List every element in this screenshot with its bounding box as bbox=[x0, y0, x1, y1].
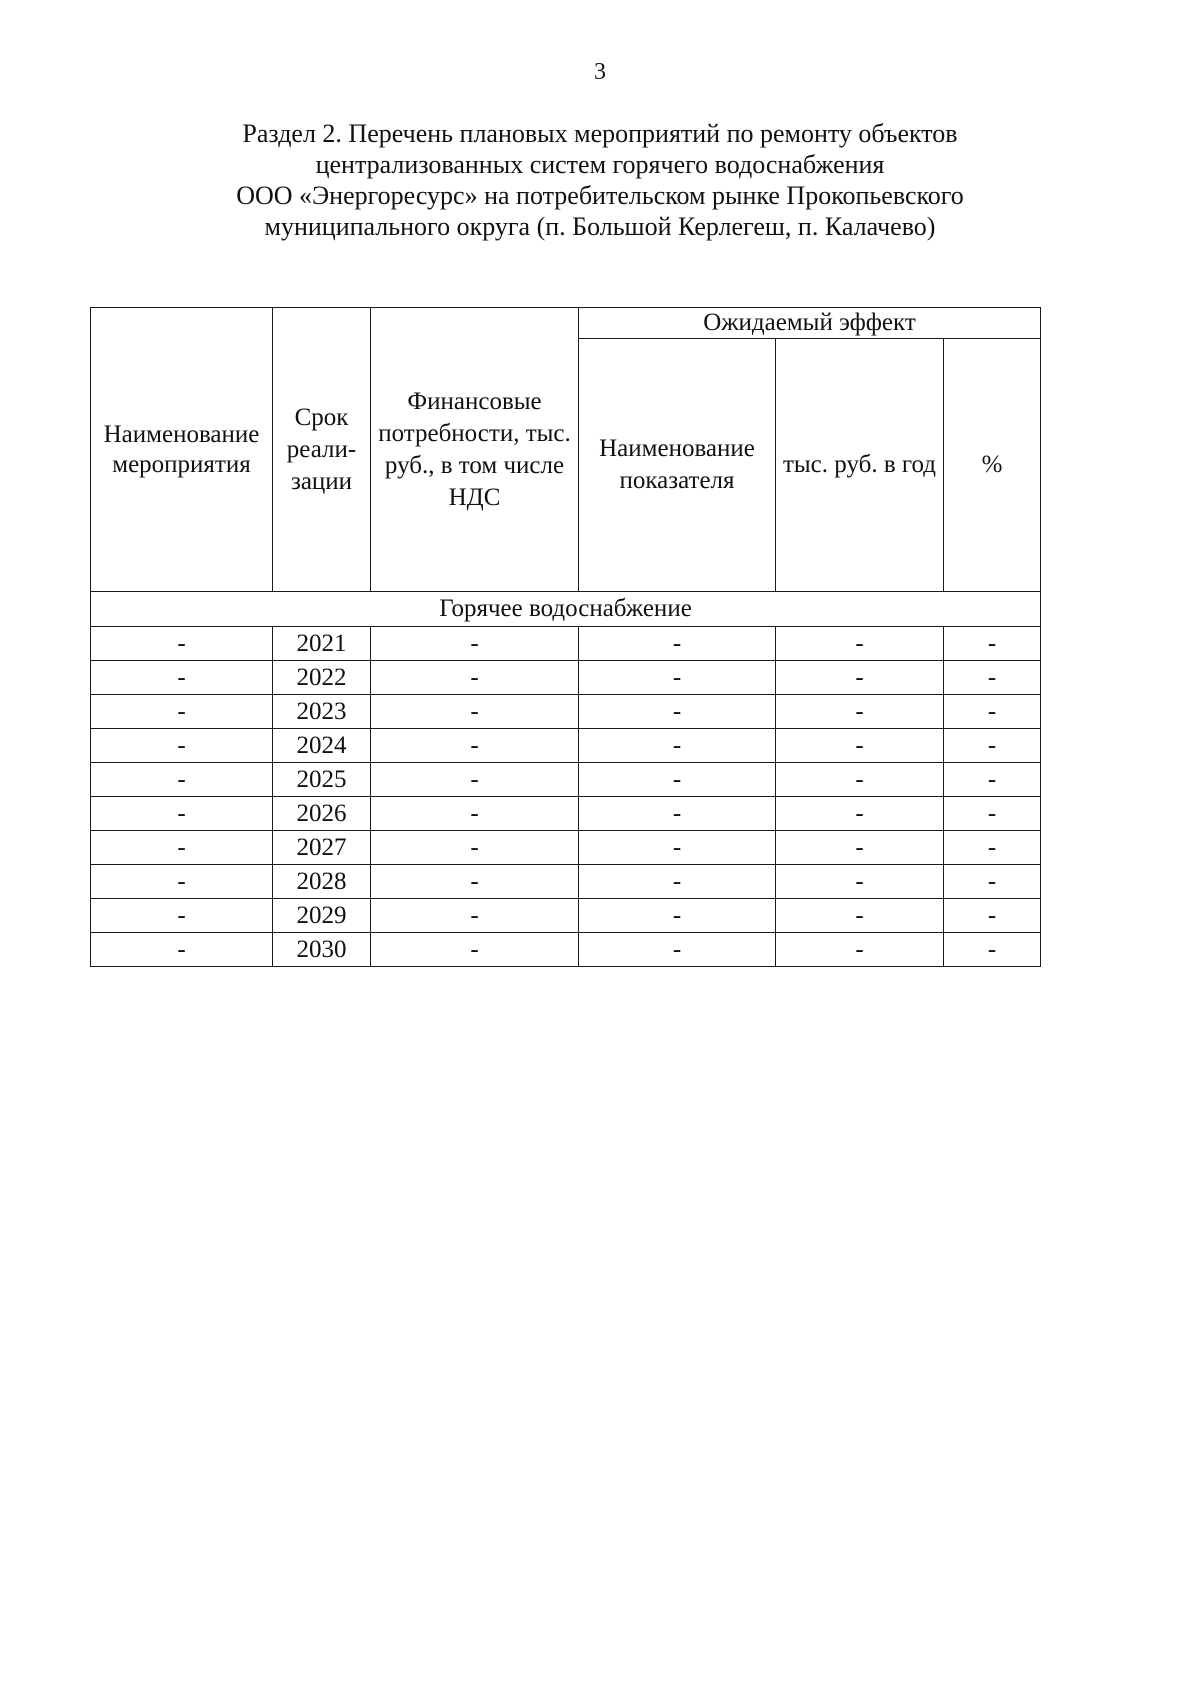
title-line: централизованных систем горячего водоснабжения bbox=[315, 150, 885, 179]
cell-term: 2026 bbox=[273, 797, 371, 831]
header-event-name: Наименование мероприятия bbox=[91, 308, 273, 592]
cell-finance: - bbox=[371, 661, 579, 695]
cell-percent: - bbox=[944, 797, 1041, 831]
page-number: 3 bbox=[594, 59, 606, 85]
cell-finance: - bbox=[371, 797, 579, 831]
table-row bbox=[91, 729, 1041, 763]
table-row bbox=[91, 797, 1041, 831]
cell-term: 2024 bbox=[273, 729, 371, 763]
cell-finance: - bbox=[371, 695, 579, 729]
cell-percent: - bbox=[944, 865, 1041, 899]
cell-indicator-name: - bbox=[579, 627, 776, 661]
cell-rub-per-year: - bbox=[776, 933, 944, 967]
cell-term: 2023 bbox=[273, 695, 371, 729]
cell-term: 2025 bbox=[273, 763, 371, 797]
cell-indicator-name: - bbox=[579, 695, 776, 729]
table-row bbox=[91, 695, 1041, 729]
cell-event-name: - bbox=[91, 797, 273, 831]
cell-finance: - bbox=[371, 763, 579, 797]
cell-term: 2022 bbox=[273, 661, 371, 695]
cell-rub-per-year: - bbox=[776, 627, 944, 661]
cell-finance: - bbox=[371, 627, 579, 661]
table-row bbox=[91, 899, 1041, 933]
cell-indicator-name: - bbox=[579, 661, 776, 695]
document-title bbox=[150, 118, 1050, 242]
cell-term: 2027 bbox=[273, 831, 371, 865]
table-row bbox=[91, 865, 1041, 899]
title-line: муниципального округа (п. Большой Керлегеш, п. Калачево) bbox=[264, 212, 936, 241]
header-percent: % bbox=[944, 339, 1041, 592]
cell-event-name: - bbox=[91, 763, 273, 797]
cell-percent: - bbox=[944, 661, 1041, 695]
cell-event-name: - bbox=[91, 899, 273, 933]
cell-rub-per-year: - bbox=[776, 729, 944, 763]
cell-rub-per-year: - bbox=[776, 831, 944, 865]
section-row bbox=[91, 592, 1041, 627]
cell-percent: - bbox=[944, 933, 1041, 967]
cell-percent: - bbox=[944, 763, 1041, 797]
cell-event-name: - bbox=[91, 831, 273, 865]
cell-percent: - bbox=[944, 899, 1041, 933]
table-row bbox=[91, 933, 1041, 967]
cell-term: 2030 bbox=[273, 933, 371, 967]
cell-indicator-name: - bbox=[579, 763, 776, 797]
cell-rub-per-year: - bbox=[776, 899, 944, 933]
cell-finance: - bbox=[371, 865, 579, 899]
table-row bbox=[91, 763, 1041, 797]
cell-percent: - bbox=[944, 627, 1041, 661]
cell-percent: - bbox=[944, 729, 1041, 763]
header-expected-effect: Ожидаемый эффект bbox=[579, 308, 1041, 339]
table-row bbox=[91, 627, 1041, 661]
cell-rub-per-year: - bbox=[776, 797, 944, 831]
section-title: Горячее водоснабжение bbox=[91, 592, 1041, 627]
header-finance: Финансовые потребности, тыс. руб., в том числе НДС bbox=[371, 308, 579, 592]
cell-indicator-name: - bbox=[579, 831, 776, 865]
cell-event-name: - bbox=[91, 729, 273, 763]
cell-rub-per-year: - bbox=[776, 661, 944, 695]
title-line: ООО «Энергоресурс» на потребительском рынке Прокопьевского bbox=[236, 181, 964, 210]
cell-finance: - bbox=[371, 729, 579, 763]
cell-event-name: - bbox=[91, 695, 273, 729]
cell-indicator-name: - bbox=[579, 933, 776, 967]
cell-finance: - bbox=[371, 933, 579, 967]
cell-rub-per-year: - bbox=[776, 695, 944, 729]
cell-term: 2029 bbox=[273, 899, 371, 933]
header-rub-per-year: тыс. руб. в год bbox=[776, 339, 944, 592]
cell-indicator-name: - bbox=[579, 899, 776, 933]
cell-indicator-name: - bbox=[579, 865, 776, 899]
cell-rub-per-year: - bbox=[776, 865, 944, 899]
cell-finance: - bbox=[371, 899, 579, 933]
table-row bbox=[91, 831, 1041, 865]
cell-finance: - bbox=[371, 831, 579, 865]
cell-percent: - bbox=[944, 831, 1041, 865]
cell-event-name: - bbox=[91, 661, 273, 695]
cell-indicator-name: - bbox=[579, 797, 776, 831]
header-indicator-name: Наименование показателя bbox=[579, 339, 776, 592]
title-line: Раздел 2. Перечень плановых мероприятий по ремонту объектов bbox=[242, 119, 958, 148]
cell-event-name: - bbox=[91, 933, 273, 967]
cell-indicator-name: - bbox=[579, 729, 776, 763]
cell-percent: - bbox=[944, 695, 1041, 729]
table-row bbox=[91, 661, 1041, 695]
header-row bbox=[91, 308, 1041, 339]
cell-term: 2028 bbox=[273, 865, 371, 899]
header-term: Срок реали-зации bbox=[273, 308, 371, 592]
cell-event-name: - bbox=[91, 865, 273, 899]
repair-plan-table bbox=[90, 307, 1041, 967]
table-body bbox=[91, 592, 1041, 967]
cell-rub-per-year: - bbox=[776, 763, 944, 797]
cell-term: 2021 bbox=[273, 627, 371, 661]
cell-event-name: - bbox=[91, 627, 273, 661]
